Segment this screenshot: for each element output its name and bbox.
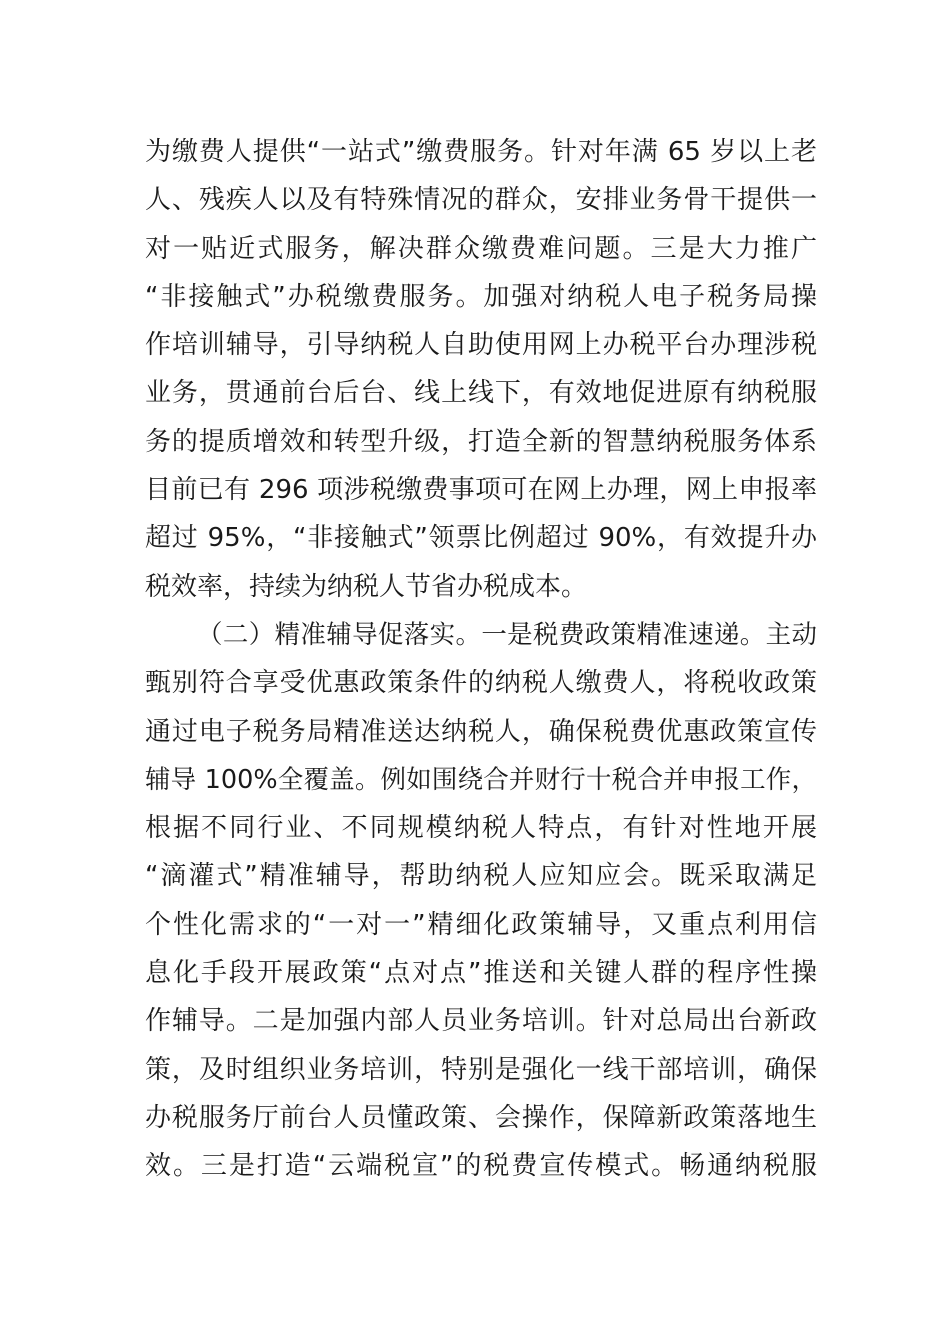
text-line: 辅导 100%全覆盖。例如围绕合并财行十税合并申报工作， xyxy=(145,764,817,795)
text-line: 效。三是打造“云端税宣”的税费宣传模式。畅通纳税服 xyxy=(145,1151,817,1182)
paragraph-end-line: 税效率，持续为纳税人节省办税成本。 xyxy=(145,571,588,602)
body-text xyxy=(145,128,817,1191)
text-line: 务的提质增效和转型升级，打造全新的智慧纳税服务体系 xyxy=(145,426,817,457)
text-line: 根据不同行业、不同规模纳税人特点，有针对性地开展 xyxy=(145,813,817,844)
text-line: 办税服务厅前台人员懂政策、会操作，保障新政策落地生 xyxy=(145,1102,817,1133)
text-line: 超过 95%，“非接触式”领票比例超过 90%，有效提升办 xyxy=(145,523,817,554)
text-line: “非接触式”办税缴费服务。加强对纳税人电子税务局操 xyxy=(145,281,817,312)
text-line: “滴灌式”精准辅导，帮助纳税人应知应会。既采取满足 xyxy=(145,861,817,892)
text-line: 作培训辅导，引导纳税人自助使用网上办税平台办理涉税 xyxy=(145,330,817,361)
text-line: 目前已有 296 项涉税缴费事项可在网上办理，网上申报率 xyxy=(145,475,817,506)
text-line: 甄别符合享受优惠政策条件的纳税人缴费人，将税收政策 xyxy=(145,668,817,699)
paragraph-start-line: （二）精准辅导促落实。一是税费政策精准速递。主动 xyxy=(197,619,817,650)
text-line: 息化手段开展政策“点对点”推送和关键人群的程序性操 xyxy=(145,958,817,989)
text-line: 策，及时组织业务培训，特别是强化一线干部培训，确保 xyxy=(145,1054,817,1085)
text-line: 对一贴近式服务，解决群众缴费难问题。三是大力推广 xyxy=(145,233,817,264)
text-line: 人、残疾人以及有特殊情况的群众，安排业务骨干提供一 xyxy=(145,185,817,216)
text-line: 通过电子税务局精准送达纳税人，确保税费优惠政策宣传 xyxy=(145,716,817,747)
text-line: 个性化需求的“一对一”精细化政策辅导，又重点利用信 xyxy=(145,909,817,940)
text-line: 业务，贯通前台后台、线上线下，有效地促进原有纳税服 xyxy=(145,378,817,409)
text-line: 为缴费人提供“一站式”缴费服务。针对年满 65 岁以上老 xyxy=(145,137,817,167)
text-line: 作辅导。二是加强内部人员业务培训。针对总局出台新政 xyxy=(145,1006,817,1037)
